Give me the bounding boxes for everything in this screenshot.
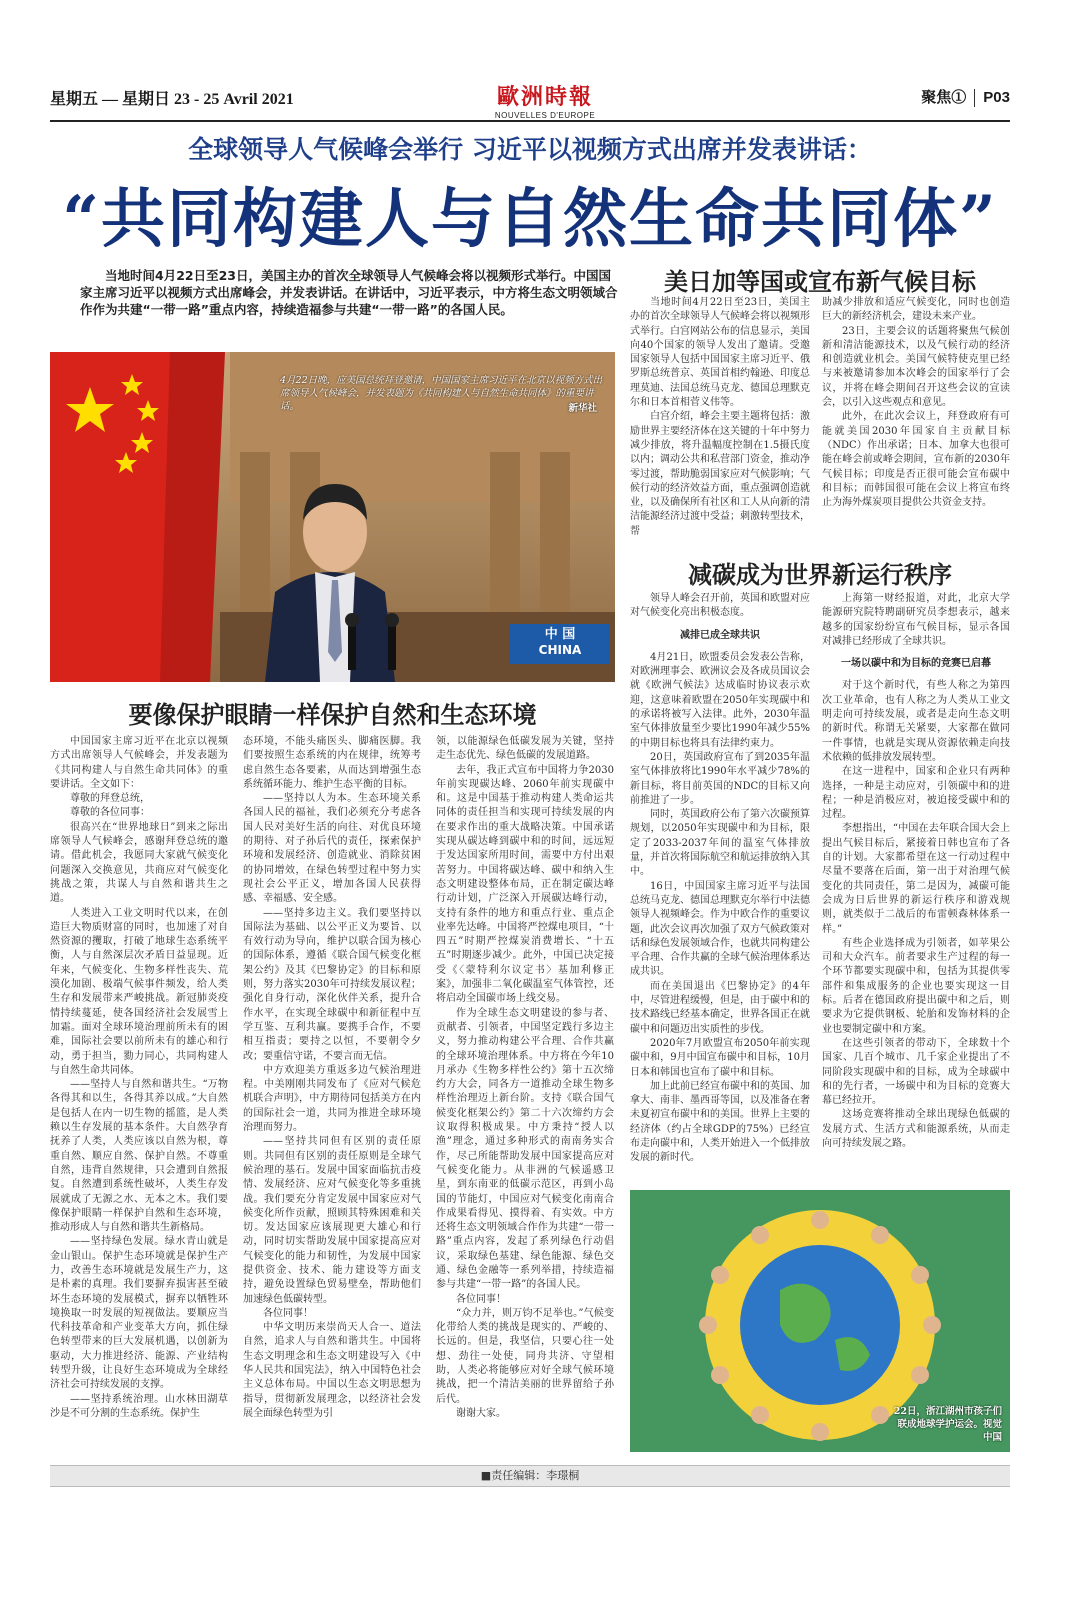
logo-french: NOUVELLES D'EUROPE	[494, 111, 596, 120]
section-label: 聚焦①	[921, 89, 967, 106]
newspaper-logo	[470, 80, 620, 120]
carbon-column-2	[822, 592, 1010, 1187]
nameplate-cn: 中 国	[544, 627, 576, 642]
paragraph: 在这一进程中，国家和企业只有两种选择，一种是主动应对，引领碳中和的进程；一种是消极应对，被迫接受碳中和的过程。	[822, 766, 1010, 821]
paragraph: 中方欢迎美方重返多边气候治理进程。中美刚刚共同发布了《应对气候危机联合声明》，中方期待同包括美方在内的国际社会一道，共同为推进全球环境治理而努力。	[243, 1064, 421, 1134]
section-page	[921, 86, 1010, 107]
paragraph: 李想指出，“中国在去年联合国大会上提出气候目标后，紧接着日韩也宣布了各自的计划。大家都希望在这一行动过程中尽量不要落在后面，第一出于对治理气候变化的共同责任，第二是因为，减碳可能会成为日后世界的新运行秩序和游戏规则，就类似于二战后的布雷顿森林体系一样。”	[822, 823, 1010, 935]
paragraph: 在这些引领者的带动下，全球数十个国家、几百个城市、几千家企业提出了不同阶段实现碳中和的目标，成为全球碳中和的先行者，一场碳中和为目标的竞赛大幕已经拉开。	[822, 1037, 1010, 1107]
paragraph: 而在美国退出《巴黎协定》的4年中，尽管进程缓慢，但是，由于碳中和的技术路线已经基本确定，世界各国正在就碳中和问题迈出实质性的步伐。	[630, 980, 810, 1035]
paragraph: 尊敬的拜登总统，	[70, 793, 150, 805]
lead-paragraph: 当地时间4月22日至23日，美国主办的首次全球领导人气候峰会将以视频形式举行。中国国家主席习近平以视频方式出席峰会，并发表讲话。在讲话中，习近平表示，中方将生态文明领域合作作为共建“一带一路”重点内容，持续造福参与共建“一带一路”的各国人民。	[80, 268, 618, 317]
paragraph: 各位同事！	[456, 1293, 506, 1305]
paragraph: 领，以能源绿色低碳发展为关键，坚持走生态优先、绿色低碳的发展道路。	[436, 736, 614, 762]
paragraph: ——坚持人与自然和谐共生。“万物各得其和以生，各得其养以成。”大自然是包括人在内一切生物的摇篮，是人类赖以生存发展的基本条件。大自然孕育抚养了人类，人类应该以自然为根，尊重自然、顺应自然、保护自然。不尊重自然，违背自然规律，只会遭到自然报复。自然遭到系统性破坏，人类生存发展就成了无源之水、无本之木。我们要像保护眼睛一样保护自然和生态环境，推动形成人与自然和谐共生新格局。	[50, 1079, 228, 1234]
paragraph: 领导人峰会召开前，英国和欧盟对应对气候变化亮出积极态度。	[630, 593, 810, 619]
paragraph: 23日，主要会议的话题将聚焦气候创新和清洁能源技术，以及气候行动的经济和创造就业机会。美国气候特使克里已经与来被邀请参加本次峰会的国家举行了会议，并将在峰会期间召开这些会议的宣读会，以引入这些观点和意见。	[822, 325, 1010, 409]
masthead	[50, 80, 1010, 120]
paragraph: ——坚持系统治理。山水林田湖草沙是不可分割的生态系统。保护生	[50, 1393, 228, 1419]
carbon-column-1	[630, 592, 810, 1187]
paragraph: 有些企业选择成为引领者，如苹果公司和大众汽车。前者要求生产过程的每一个环节都要实现碳中和，包括为其提供零部件和集成服务的企业也要实现这一目标。后者在德国政府提出碳中和之后，则要求为它提供钢板、轮胎和发饰材料的企业也要制定碳中和方案。	[822, 937, 1010, 1035]
paragraph: 同时，英国政府公布了第六次碳预算规划，以2050年实现碳中和为目标，限定了2033-2037年间的温室气体排放量，并首次将国际航空和航运排放纳入其中。	[630, 809, 810, 878]
section-divider	[974, 89, 975, 107]
paragraph: ——坚持以人为本。生态环境关系各国人民的福祉，我们必须充分考虑各国人民对美好生活的向往、对优良环境的期待、对子孙后代的责任，探索保护环境和发展经济、创造就业、消除贫困的协同增效，在绿色转型过程中努力实现社会公平正义，增加各国人民获得感、幸福感、安全感。	[243, 793, 421, 905]
paragraph: 白宫介绍，峰会主要主题将包括：激励世界主要经济体在这关键的十年中努力减少排放，将升温幅度控制在1.5摄氏度以内；调动公共和私营部门资金，推动净零过渡，帮助脆弱国家应对气候影响；气候行动的经济效益方面，重点强调创造就业，以及确保所有社区和工人从向新的清洁能源经济过渡中受益；刺激转型技术，帮	[630, 411, 810, 537]
paragraph: ——坚持绿色发展。绿水青山就是金山银山。保护生态环境就是保护生产力，改善生态环境就是发展生产力，这是朴素的真理。我们要摒弃损害甚至破坏生态环境的发展模式，摒弃以牺牲环境换取一时发展的短视做法。要顺应当代科技革命和产业变革大方向，抓住绿色转型带来的巨大发展机遇，以创新为驱动，大力推进经济、能源、产业结构转型升级，让良好生态环境成为全球经济社会可持续发展的支撑。	[50, 1236, 228, 1391]
paragraph: 人类进入工业文明时代以来，在创造巨大物质财富的同时，也加速了对自然资源的攫取，打破了地球生态系统平衡，人与自然深层次矛盾日益显现。近年来，气候变化、生物多样性丧失、荒漠化加剧、极端气候事件频发，给人类生存和发展带来严峻挑战。新冠肺炎疫情持续蔓延，使各国经济社会发展雪上加霜。面对全球环境治理前所未有的困难，国际社会要以前所未有的雄心和行动，勇于担当，勠力同心，共同构建人与自然生命共同体。	[50, 907, 228, 1076]
paragraph: 助减少排放和适应气候变化，同时也创造巨大的新经济机会，建设未来产业。	[822, 297, 1010, 323]
paragraph: 作为全球生态文明建设的参与者、贡献者、引领者，中国坚定践行多边主义，努力推动构建公平合理、合作共赢的全球环境治理体系。中方将在今年10月承办《生物多样性公约》第十五次缔约方大会，同各方一道推动全球生物多样性治理迈上新台阶。支持《联合国气候变化框架公约》第二十六次缔约方会议取得积极成果。中方秉持“授人以渔”理念，通过多种形式的南南务实合作，尽己所能帮助发展中国家提高应对气候变化能力。从非洲的气候遥感卫星，到东南亚的低碳示范区，再到小岛国的节能灯，中国应对气候变化南南合作成果看得见、摸得着、有实效。中方还将生态文明领域合作作为共建“一带一路”重点内容，发起了系列绿色行动倡议，采取绿色基建、绿色能源、绿色交通、绿色金融等一系列举措，持续造福参与共建“一带一路”的各国人民。	[436, 1007, 614, 1291]
paragraph: 态环境，不能头痛医头、脚痛医脚。我们要按照生态系统的内在规律，统筹考虑自然生态各要素，从而达到增强生态系统循环能力、维护生态平衡的目标。	[243, 736, 421, 790]
paragraph: ——坚持共同但有区别的责任原则。共同但有区别的责任原则是全球气候治理的基石。发展中国家面临抗击疫情、发展经济、应对气候变化等多重挑战。我们要充分肯定发展中国家应对气候变化所作贡献，照顾其特殊困难和关切。发达国家应该展现更大雄心和行动，同时切实帮助发展中国家提高应对气候变化的能力和韧性，为发展中国家提供资金、技术、能力建设等方面支持，避免设置绿色贸易壁垒，帮助他们加速绿色低碳转型。	[243, 1136, 421, 1305]
speech-column-3	[436, 735, 614, 1455]
paragraph: 谢谢大家。	[456, 1407, 506, 1419]
photo-credit: 新华社	[568, 403, 597, 414]
china-nameplate	[510, 626, 610, 658]
nameplate-en: CHINA	[538, 643, 582, 657]
header-rule	[50, 120, 1010, 122]
speech-column-2	[243, 735, 421, 1455]
paragraph: ——坚持多边主义。我们要坚持以国际法为基础、以公平正义为要旨、以有效行动为导向，维护以联合国为核心的国际体系，遵循《联合国气候变化框架公约》及其《巴黎协定》的目标和原则，努力落实2030年可持续发展议程；强化自身行动，深化伙伴关系，提升合作水平，在实现全球碳中和新征程中互学互鉴、互利共赢。要携手合作，不要相互指责；要持之以恒，不要朝令夕改；要重信守诺，不要言而无信。	[243, 907, 421, 1062]
issue-date: 星期五 — 星期日 23 - 25 Avril 2021	[50, 91, 294, 108]
summit-column-2	[822, 296, 1010, 551]
main-headline: “共同构建人与自然生命共同体”	[62, 182, 998, 257]
subheading-protect-nature: 要像保护眼睛一样保护自然和生态环境	[128, 700, 537, 729]
section-subhead: 减排已成全球共识	[680, 629, 760, 641]
speech-column-1	[50, 735, 228, 1455]
paragraph: 中国国家主席习近平在北京以视频方式出席领导人气候峰会，并发表题为《共同构建人与自然生命共同体》的重要讲话。全文如下：	[50, 736, 228, 790]
paragraph: 中华文明历来崇尚天人合一、道法自然，追求人与自然和谐共生。中国将生态文明理念和生态文明建设写入《中华人民共和国宪法》，纳入中国特色社会主义总体布局。中国以生态文明思想为指导，贯彻新发展理念，以经济社会发展全面绿色转型为引	[243, 1322, 421, 1419]
paragraph: 对于这个新时代，有些人称之为第四次工业革命，也有人称之为人类从工业文明走向可持续发展，或者是走向生态文明的新时代。称谓无关紧要，大家都在做同一件事情，也就是实现从资源依赖走向技术依赖的低排放发展转型。	[822, 680, 1010, 763]
paragraph: 当地时间4月22日至23日，美国主办的首次全球领导人气候峰会将以视频形式举行。白宫网站公布的信息显示，美国向40个国家的领导人发出了邀请。受邀国家领导人包括中国国家主席习近平、俄罗斯总统普京、英国首相约翰逊、印度总理莫迪、法国总统马克龙、德国总理默克尔和日本首相菅义伟等。	[630, 297, 810, 409]
paragraph: 上海第一财经报道，对此，北京大学能源研究院特聘副研究员李想表示，越来越多的国家纷纷宣布气候目标，显示各国对减排已经形成了全球共识。	[822, 593, 1010, 647]
logo-chinese: 歐洲時報	[496, 84, 593, 110]
paragraph: 2020年7月欧盟宣布2050年前实现碳中和，9月中国宣布碳中和目标，10月日本和韩国也宣布了碳中和目标。	[630, 1037, 810, 1078]
photo-caption: 4月22日晚，应美国总统拜登邀请，中国国家主席习近平在北京以视频方式出席领导人气候峰会，并发表题为《共同构建人与自然生命共同体》的重要讲话。	[280, 375, 603, 412]
xi-video-photo	[50, 352, 615, 682]
paragraph: 很高兴在“世界地球日”到来之际出席领导人气候峰会，感谢拜登总统的邀请。借此机会，我愿同大家就气候变化问题深入交换意见，共商应对气候变化挑战之策，共谋人与自然和谐共生之道。	[50, 821, 228, 905]
paragraph: 20日，英国政府宣布了到2035年温室气体排放将比1990年水平减少78%的新目标，将目前英国的NDC的目标又向前推进了一步。	[630, 751, 810, 806]
paragraph: 此外，在此次会议上，拜登政府有可能就美国2030年国家自主贡献目标（NDC）作出承诺；日本、加拿大也很可能在峰会前或峰会期间，宣布新的2030年气候目标；印度是否正很可能会宣布碳中和目标；而韩国很可能在会议上将宣布终止为海外煤炭项目提供公共资金支持。	[822, 411, 1010, 509]
paragraph: 加上此前已经宣布碳中和的英国、加拿大、南非、墨西哥等国，以及准备在奢未夏初宣布碳中和的美国。世界上主要的经济体（约占全球GDP的75%）已经宣布走向碳中和，人类开始进入一个低排放发展的新时代。	[630, 1080, 810, 1164]
editor-footer: ■责任编辑：李璟桐	[50, 1465, 1010, 1487]
subheading-carbon-order: 减碳成为世界新运行秩序	[688, 560, 952, 589]
paragraph: 各位同事！	[263, 1307, 313, 1319]
children-earth-photo	[630, 1190, 1010, 1452]
paragraph: 这场竞赛将推动全球出现绿色低碳的发展方式、生活方式和能源系统，从而走向可持续发展之路。	[822, 1109, 1010, 1149]
summit-column-1	[630, 296, 810, 551]
subheading-new-targets: 美日加等国或宣布新气候目标	[664, 267, 976, 296]
paragraph: “众力并，则万钧不足举也。”气候变化带给人类的挑战是现实的、严峻的、长远的。但是，我坚信，只要心往一处想、劲往一处使，同舟共济、守望相助，人类必将能够应对好全球气候环境挑战，把一个清洁美丽的世界留给子孙后代。	[436, 1307, 614, 1405]
page-number: P03	[983, 89, 1010, 106]
photo2-caption: 22日，浙江湖州市孩子们联成地球学护运会。视觉中国	[893, 1406, 1002, 1443]
paragraph: 16日，中国国家主席习近平与法国总统马克龙、德国总理默克尔举行中法德领导人视频峰会。作为中欧合作的重要议题，此次会议再次加强了双方气候政策对话和绿色发展领域合作，也就共同构建公平合理、合作共赢的全球气候治理体系达成共识。	[630, 880, 810, 978]
paragraph: 去年，我正式宣布中国将力争2030年前实现碳达峰、2060年前实现碳中和。这是中国基于推动构建人类命运共同体的责任担当和实现可持续发展的内在要求作出的重大战略决策。中国承诺实现从碳达峰到碳中和的时间，远远短于发达国家所用时间，需要中方付出艰苦努力。中国将碳达峰、碳中和纳入生态文明建设整体布局，正在制定碳达峰行动计划，广泛深入开展碳达峰行动，支持有条件的地方和重点行业、重点企业率先达峰。中国将严控煤电项目，“十四五”时期严控煤炭消费增长、“十五五”时期逐步减少。此外，中国已决定接受《〈蒙特利尔议定书〉基加利修正案》，加强非二氧化碳温室气体管控，还将启动全国碳市场上线交易。	[436, 764, 614, 1005]
kicker-headline: 全球领导人气候峰会举行 习近平以视频方式出席并发表讲话：	[188, 135, 872, 164]
paragraph: 4月21日，欧盟委员会发表公告称，对欧洲理事会、欧洲议会及各成员国议会就《欧洲气候法》达成临时协议表示欢迎，这意味着欧盟在2050年实现碳中和的承诺将被写入法律。此外，2030年温室气体排放量至少要比1990年减少55%的中期目标也将具有法律约束力。	[630, 651, 810, 749]
paragraph: 尊敬的各位同事：	[70, 807, 150, 819]
section-subhead: 一场以碳中和为目标的竞赛已启幕	[841, 658, 991, 670]
